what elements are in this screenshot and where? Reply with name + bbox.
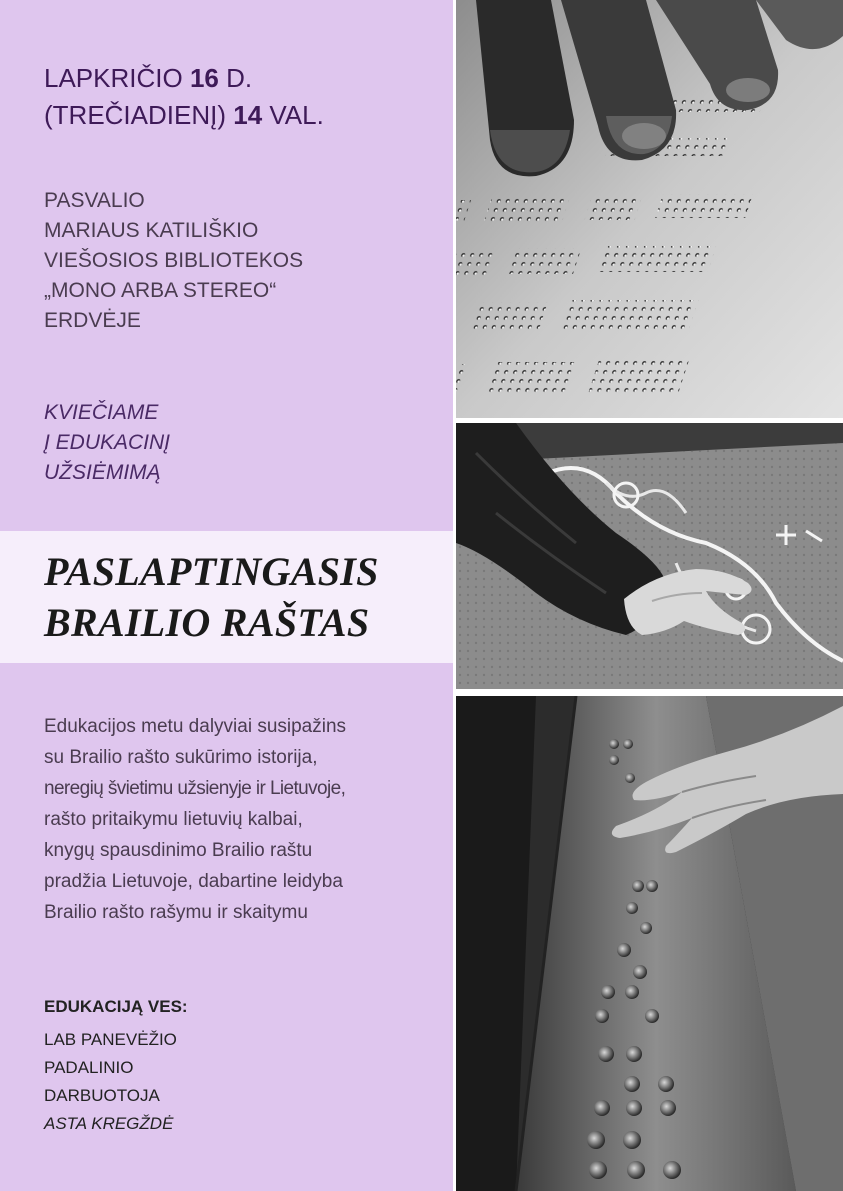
description-line: Edukacijos metu dalyviai susipažins	[44, 716, 347, 737]
invite-line: Į EDUKACINĮ	[44, 431, 171, 454]
photo-column	[453, 0, 843, 1191]
description-line: rašto pritaikymu lietuvių kalbai,	[44, 809, 303, 830]
date-line-1: LAPKRIČIO 16 D.	[44, 63, 253, 93]
presenter	[44, 993, 424, 1138]
event-description	[44, 711, 444, 928]
description-line: su Brailio rašto sukūrimo istorija,	[44, 747, 318, 768]
event-title	[44, 546, 444, 648]
braille-paper-photo	[456, 0, 843, 418]
title-line: PASLAPTINGASIS	[44, 549, 379, 594]
tactile-map-photo	[456, 423, 843, 689]
venue-line: „MONO ARBA STEREO“	[44, 279, 277, 302]
title-line: BRAILIO RAŠTAS	[44, 600, 370, 645]
braille-rail-photo	[456, 696, 843, 1191]
date-line-2: (TREČIADIENĮ) 14 VAL.	[44, 100, 324, 130]
invite-line: KVIEČIAME	[44, 401, 159, 424]
venue-line: VIEŠOSIOS BIBLIOTEKOS	[44, 249, 304, 272]
venue-line: ERDVĖJE	[44, 309, 141, 332]
venue-line: MARIAUS KATILIŠKIO	[44, 219, 259, 242]
presenter-line: DARBUOTOJA	[44, 1086, 160, 1105]
venue	[44, 186, 444, 336]
presenter-line: LAB PANEVĖŽIO	[44, 1030, 177, 1049]
presenter-name: ASTA KREGŽDĖ	[44, 1114, 174, 1133]
description-line: knygų spausdinimo Brailio raštu	[44, 840, 313, 861]
description-line: Brailio rašto rašymu ir skaitymu	[44, 902, 308, 923]
venue-line: PASVALIO	[44, 189, 145, 212]
invitation	[44, 398, 444, 488]
description-line: pradžia Lietuvoje, dabartine leidyba	[44, 871, 343, 892]
presenter-line: PADALINIO	[44, 1058, 134, 1077]
description-line: neregių švietimu užsienyje ir Lietuvoje,	[44, 778, 346, 799]
presenter-heading: EDUKACIJĄ VES:	[44, 997, 188, 1016]
invite-line: UŽSIĖMIMĄ	[44, 461, 161, 484]
event-date	[44, 60, 444, 134]
